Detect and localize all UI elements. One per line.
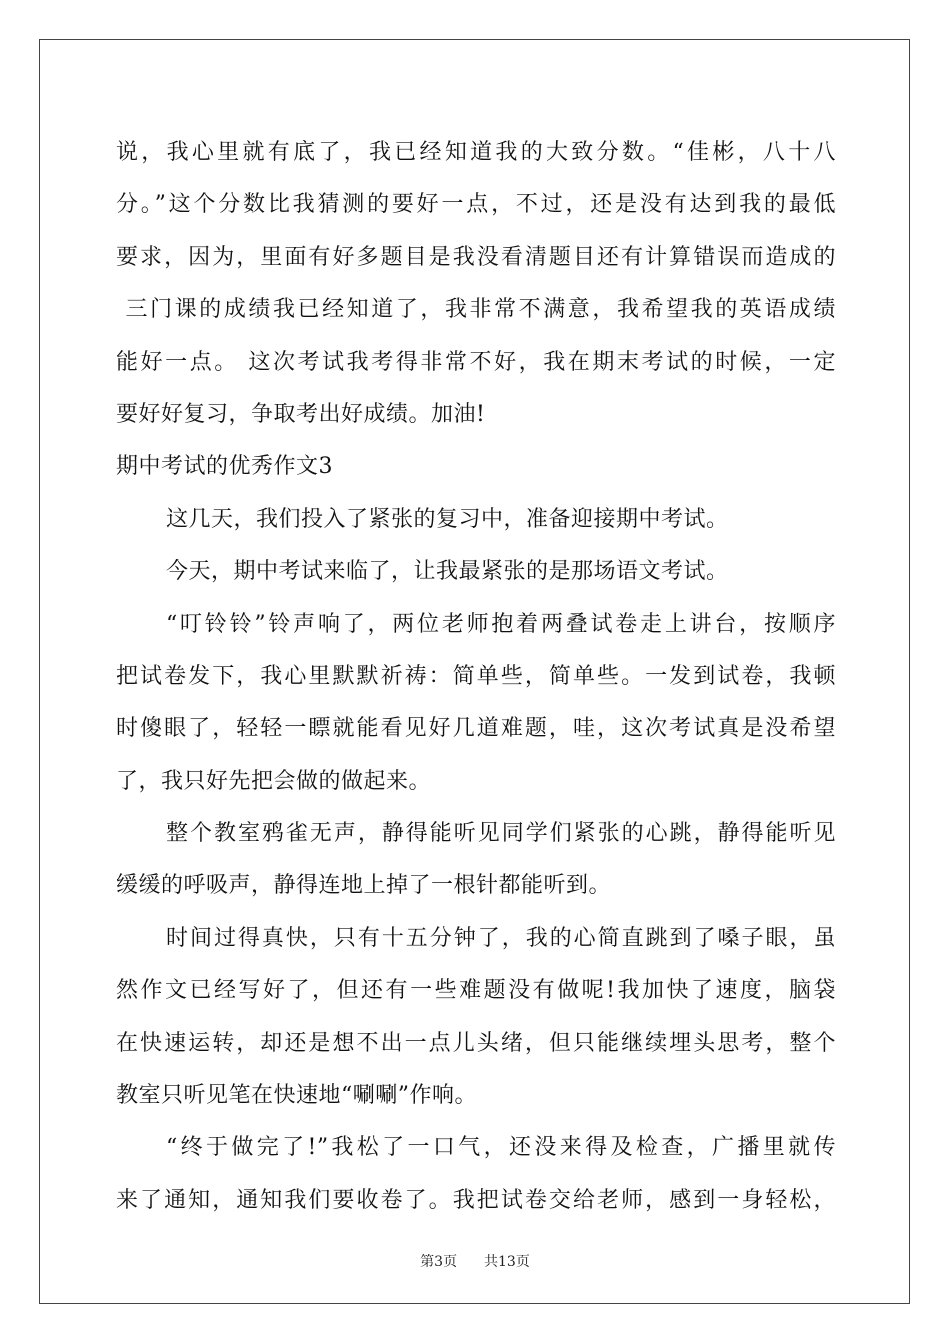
page-number-total: 共13页 [484,1254,530,1270]
text-line: 教室只听见笔在快速地“唰唰”作响。 [116,1083,477,1109]
document-body [116,127,836,1227]
text-line: 了，我只好先把会做的做起来。 [116,768,432,794]
text-line: 说，我心里就有底了，我已经知道我的大致分数。“佳彬，八十八 [116,140,836,165]
text-line: 时间过得真快，只有十五分钟了，我的心简直跳到了嗓子眼，虽 [166,925,836,951]
text-line: 今天，期中考试来临了，让我最紧张的是那场语文考试。 [166,559,729,585]
text-line: 三门课的成绩我已经知道了，我非常不满意，我希望我的英语成绩 [116,297,836,323]
text-line: 能好一点。 这次考试我考得非常不好，我在期末考试的时候，一定 [116,349,836,375]
text-line: 来了通知，通知我们要收卷了。我把试卷交给老师，感到一身轻松， [116,1187,836,1213]
text-line: 要求，因为，里面有好多题目是我没看清题目还有计算错误而造成的 [116,244,836,270]
text-line: 缓缓的呼吸声，静得连地上掉了一根针都能听到。 [116,873,612,899]
text-line: 要好好复习，争取考出好成绩。加油! [116,401,486,427]
text-line: 这几天，我们投入了紧张的复习中，准备迎接期中考试。 [166,506,729,532]
text-line: “叮铃铃”铃声响了，两位老师抱着两叠试卷走上讲台，按顺序 [166,611,836,637]
page-footer [0,1252,950,1272]
text-line: 整个教室鸦雀无声，静得能听见同学们紧张的心跳，静得能听见 [166,821,836,847]
text-line: “终于做完了!”我松了一口气，还没来得及检查，广播里就传 [166,1135,836,1161]
section-heading: 期中考试的优秀作文3 [116,454,333,480]
page-number-current: 第3页 [420,1254,458,1270]
text-line: 在快速运转，却还是想不出一点儿头绪，但只能继续埋头思考，整个 [116,1030,836,1056]
text-line: 分。”这个分数比我猜测的要好一点，不过，还是没有达到我的最低 [116,192,836,218]
text-line: 然作文已经写好了，但还有一些难题没有做呢!我加快了速度，脑袋 [116,978,836,1004]
text-line: 时傻眼了，轻轻一瞟就能看见好几道难题，哇，这次考试真是没希望 [116,716,836,742]
text-line: 把试卷发下，我心里默默祈祷：简单些，简单些。一发到试卷，我顿 [116,663,836,689]
